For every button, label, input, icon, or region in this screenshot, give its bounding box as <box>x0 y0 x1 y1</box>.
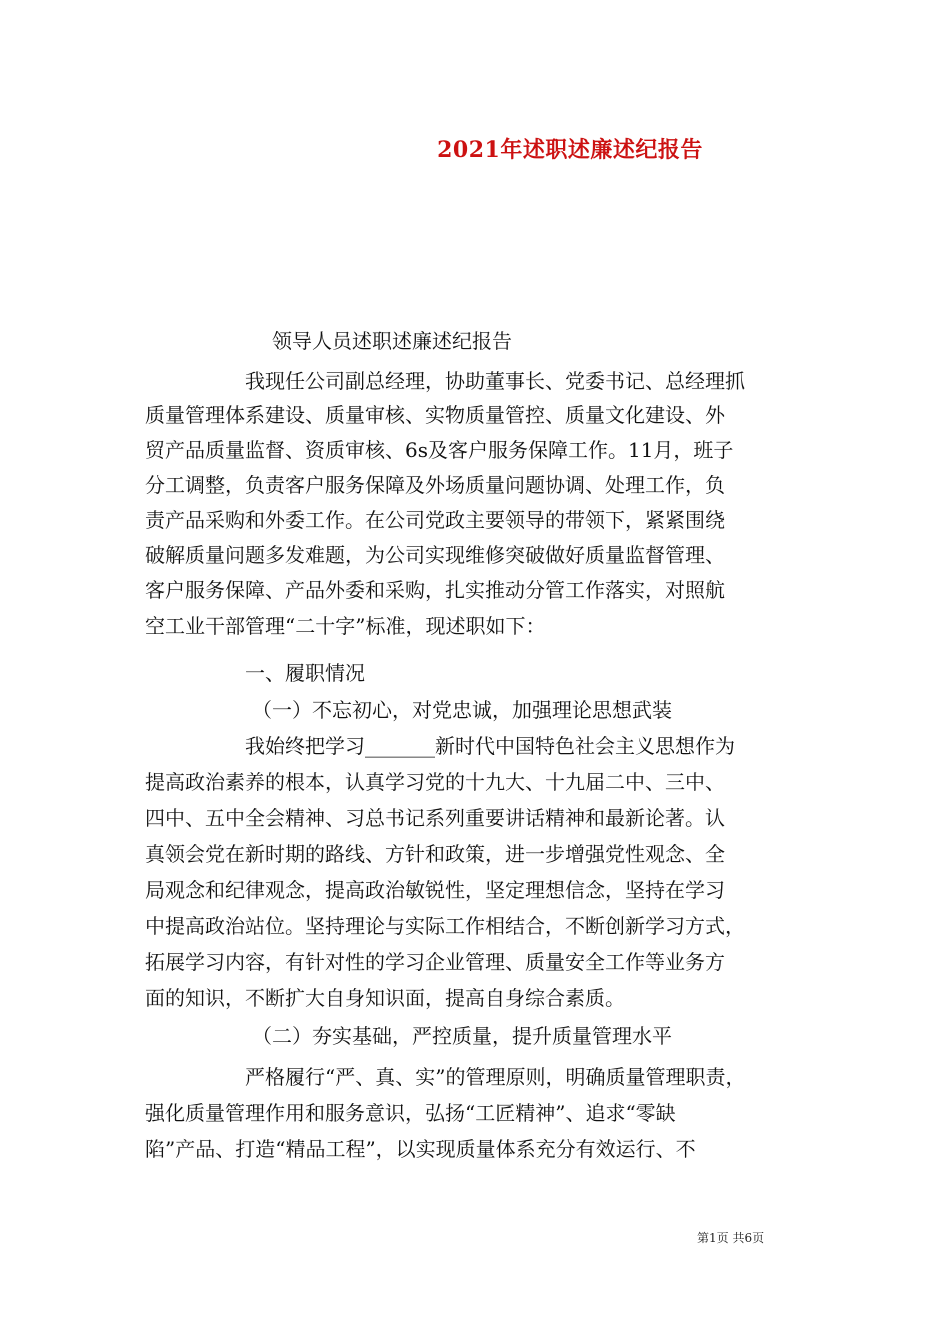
paragraph-line: 中提高政治站位。坚持理论与实际工作相结合，不断创新学习方式， <box>145 914 745 938</box>
paragraph-line: 我始终把学习_______新时代中国特色社会主义思想作为 <box>245 734 735 758</box>
paragraph-line: 拓展学习内容，有针对性的学习企业管理、质量安全工作等业务方 <box>145 950 725 974</box>
paragraph-line: 陷”产品、打造“精品工程”，以实现质量体系充分有效运行、不 <box>145 1137 696 1161</box>
paragraph-line: 责产品采购和外委工作。在公司党政主要领导的带领下，紧紧围绕 <box>145 508 725 532</box>
paragraph-line: 真领会党在新时期的路线、方针和政策，进一步增强党性观念、全 <box>145 842 725 866</box>
paragraph-line: 局观念和纪律观念，提高政治敏锐性，坚定理想信念，坚持在学习 <box>145 878 725 902</box>
paragraph-line: 空工业干部管理“二十字”标准，现述职如下： <box>145 614 546 638</box>
paragraph-line: 质量管理体系建设、质量审核、实物质量管控、质量文化建设、外 <box>145 403 725 427</box>
paragraph-line: 四中、五中全会精神、习总书记系列重要讲话精神和最新论著。认 <box>145 806 725 830</box>
paragraph-line: 我现任公司副总经理，协助董事长、党委书记、总经理抓 <box>245 369 745 393</box>
paragraph-line: 面的知识，不断扩大自身知识面，提高自身综合素质。 <box>145 986 625 1010</box>
paragraph-line: 严格履行“严、真、实”的管理原则，明确质量管理职责， <box>245 1065 746 1089</box>
page-footer: 第1页 共6页 <box>697 1231 765 1245</box>
paragraph-line: 客户服务保障、产品外委和采购，扎实推动分管工作落实，对照航 <box>145 578 725 602</box>
section-heading: 一、履职情况 <box>245 661 365 685</box>
paragraph-line: 贸产品质量监督、资质审核、6s及客户服务保障工作。11月，班子 <box>145 438 734 462</box>
subsection-heading: （二）夯实基础，严控质量，提升质量管理水平 <box>252 1024 672 1048</box>
paragraph-line: 破解质量问题多发难题，为公司实现维修突破做好质量监督管理、 <box>145 543 725 567</box>
document-title: 2021年述职述廉述纪报告 <box>437 137 703 163</box>
paragraph-line: 提高政治素养的根本，认真学习党的十九大、十九届二中、三中、 <box>145 770 725 794</box>
subsection-heading: （一）不忘初心，对党忠诚，加强理论思想武装 <box>252 698 672 722</box>
paragraph-line: 强化质量管理作用和服务意识，弘扬“工匠精神”、追求“零缺 <box>145 1101 676 1125</box>
paragraph-line: 分工调整，负责客户服务保障及外场质量问题协调、处理工作，负 <box>145 473 725 497</box>
document-subtitle: 领导人员述职述廉述纪报告 <box>272 329 512 353</box>
